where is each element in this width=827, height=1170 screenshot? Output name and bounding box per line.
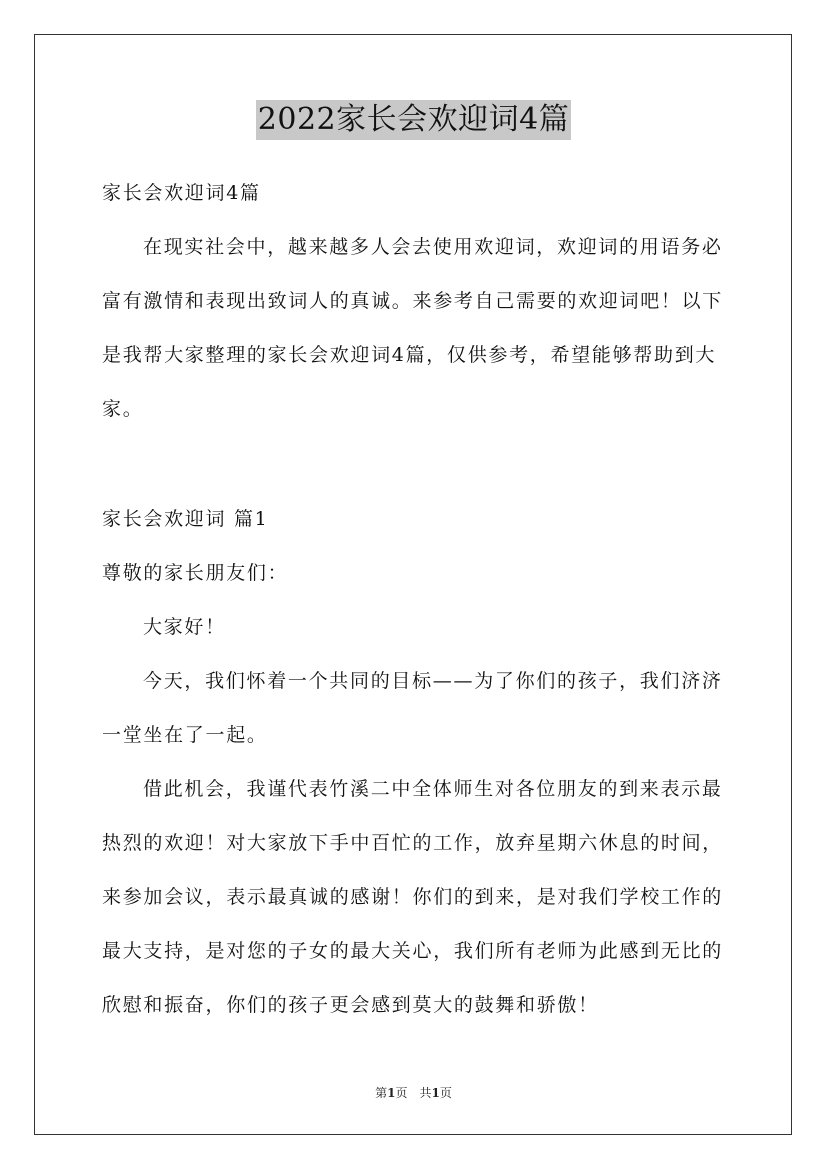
salutation: 尊敬的家长朋友们： bbox=[102, 562, 289, 584]
footer-page-suffix: 页 bbox=[439, 1086, 452, 1100]
document-title: 2022家长会欢迎词4篇 bbox=[256, 100, 571, 140]
para2-line-4: 最大支持，是对您的子女的最大关心，我们所有老师为此感到无比的 bbox=[102, 940, 724, 962]
para1-line-1: 今天，我们怀着一个共同的目标——为了你们的孩子，我们济济 bbox=[143, 670, 723, 692]
footer-page-prefix: 第 bbox=[375, 1086, 388, 1100]
page-footer bbox=[0, 1085, 827, 1101]
intro-line-1: 在现实社会中，越来越多人会去使用欢迎词，欢迎词的用语务必 bbox=[143, 236, 723, 258]
para2-line-5: 欣慰和振奋，你们的孩子更会感到莫大的鼓舞和骄傲！ bbox=[102, 994, 599, 1016]
footer-page-number: 1 bbox=[387, 1086, 396, 1100]
intro-line-2: 富有激情和表现出致词人的真诚。来参考自己需要的欢迎词吧！以下 bbox=[102, 290, 724, 312]
para1-line-2: 一堂坐在了一起。 bbox=[102, 724, 268, 746]
section-heading: 家长会欢迎词 篇1 bbox=[102, 508, 269, 530]
greeting: 大家好！ bbox=[143, 616, 226, 638]
footer-page-total: 1 bbox=[431, 1086, 440, 1100]
para2-line-3: 来参加会议，表示最真诚的感谢！你们的到来，是对我们学校工作的 bbox=[102, 886, 724, 908]
footer-page-mid: 页 共 bbox=[395, 1086, 432, 1100]
intro-line-4: 家。 bbox=[102, 398, 144, 420]
intro-line-3: 是我帮大家整理的家长会欢迎词4篇，仅供参考，希望能够帮助到大 bbox=[102, 344, 717, 366]
document-subtitle: 家长会欢迎词4篇 bbox=[102, 182, 261, 204]
title-container bbox=[0, 100, 827, 140]
para2-line-2: 热烈的欢迎！对大家放下手中百忙的工作，放弃星期六休息的时间， bbox=[102, 832, 724, 854]
para2-line-1: 借此机会，我谨代表竹溪二中全体师生对各位朋友的到来表示最 bbox=[143, 778, 723, 800]
